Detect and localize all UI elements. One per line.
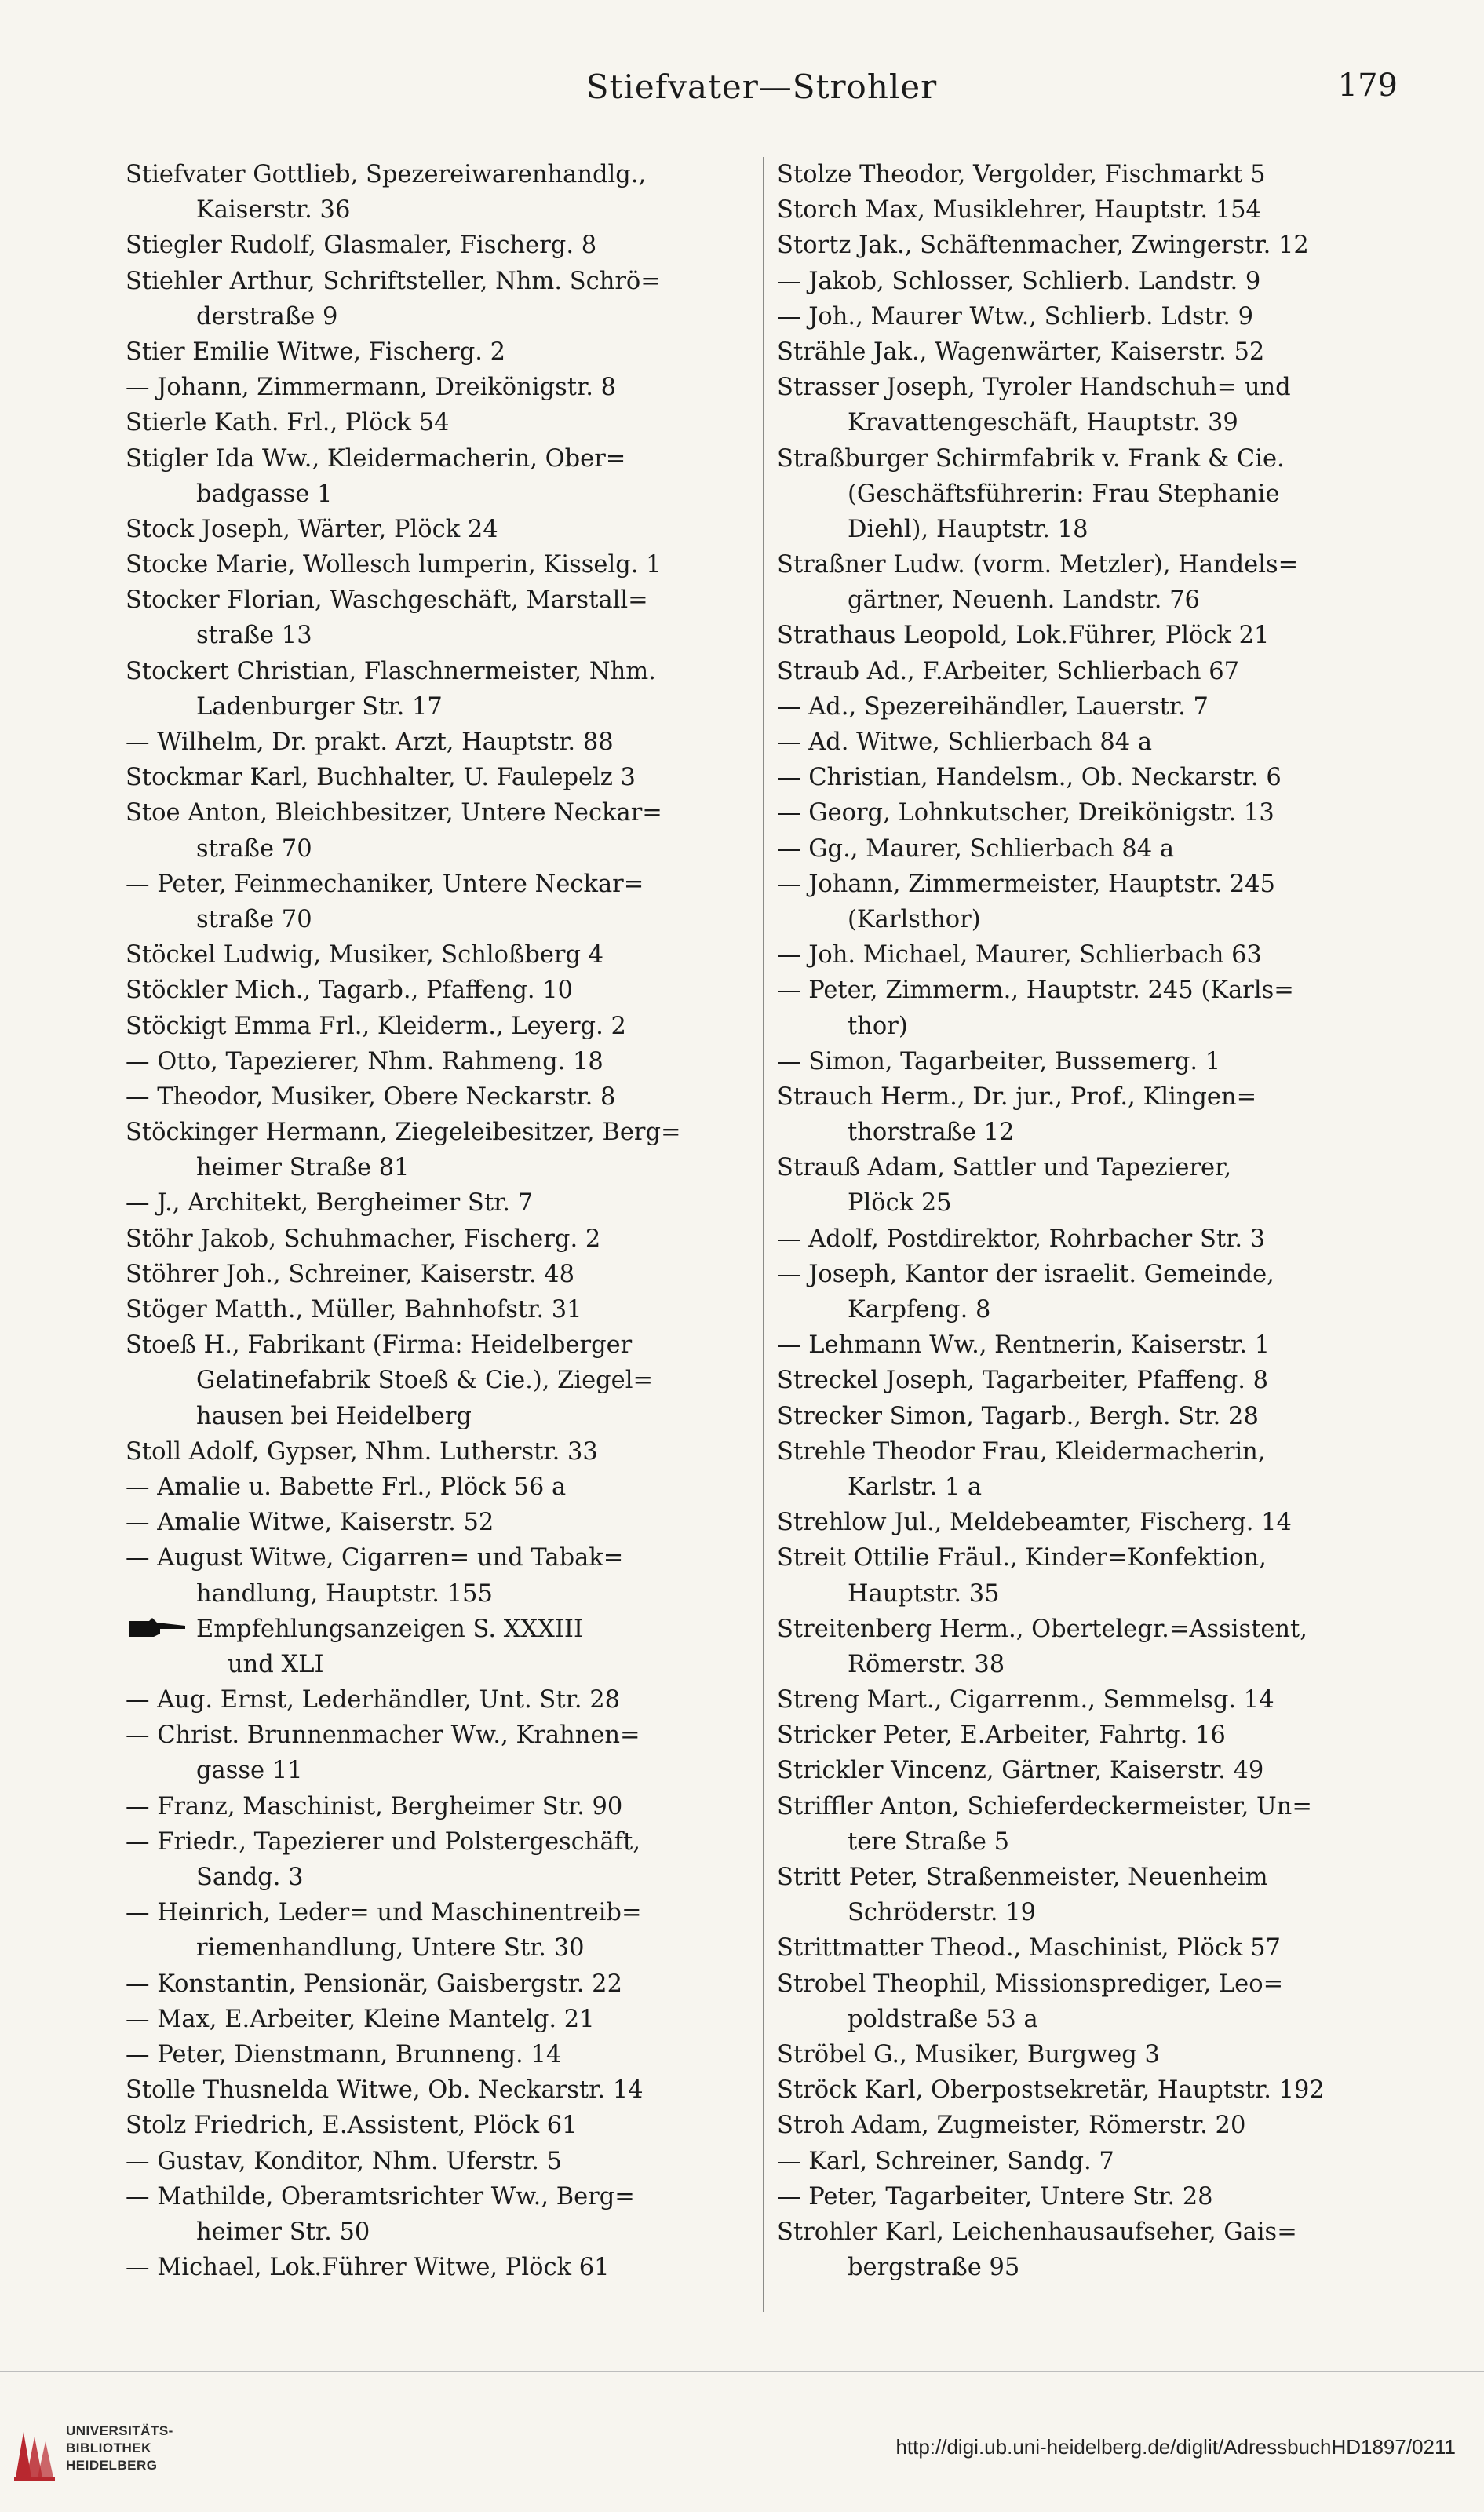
directory-entry-line xyxy=(126,1753,746,1788)
entry-text: gasse 11 xyxy=(196,1757,303,1785)
entry-text: Gelatinefabrik Stoeß & Cie.), Ziegel= xyxy=(196,1367,654,1395)
directory-entry-line xyxy=(777,654,1405,689)
directory-entry-line xyxy=(126,1966,746,2002)
directory-entry-line xyxy=(126,2072,746,2108)
directory-entry-line xyxy=(126,1150,746,1185)
directory-entry-line xyxy=(126,1930,746,1966)
directory-entry-line xyxy=(777,334,1405,370)
directory-entry-line xyxy=(126,441,746,476)
entry-text: Strehle Theodor Frau, Kleidermacherin, xyxy=(777,1437,1266,1466)
entry-text: — Michael, Lok.Führer Witwe, Plöck 61 xyxy=(126,2254,610,2282)
entry-text: — Ad., Spezereihändler, Lauerstr. 7 xyxy=(777,692,1209,721)
entry-text: riemenhandlung, Untere Str. 30 xyxy=(196,1934,585,1962)
directory-entry-line xyxy=(777,476,1405,512)
entry-text: — Mathilde, Oberamtsrichter Ww., Berg= xyxy=(126,2182,635,2211)
directory-entry-line xyxy=(777,1185,1405,1221)
directory-entry-line xyxy=(126,1399,746,1434)
directory-entry-line xyxy=(126,2179,746,2214)
directory-entry-line xyxy=(777,157,1405,192)
entry-text: gärtner, Neuenh. Landstr. 76 xyxy=(848,586,1200,615)
entry-text: Strehlow Jul., Meldebeamter, Fischerg. 14 xyxy=(777,1509,1292,1537)
entry-text: Stroh Adam, Zugmeister, Römerstr. 20 xyxy=(777,2112,1246,2140)
entry-text: und XLI xyxy=(228,1650,324,1678)
directory-entry-line xyxy=(777,1221,1405,1257)
entry-text: Streitenberg Herm., Obertelegr.=Assistent, xyxy=(777,1615,1308,1643)
directory-entry-line xyxy=(126,725,746,760)
entry-text: Stricker Peter, E.Arbeiter, Fahrtg. 16 xyxy=(777,1722,1226,1750)
entry-text: Stöger Matth., Müller, Bahnhofstr. 31 xyxy=(126,1296,582,1324)
directory-entry-line xyxy=(126,2108,746,2143)
directory-entry-line xyxy=(126,299,746,334)
directory-entry-line xyxy=(126,1009,746,1044)
entry-text: — Simon, Tagarbeiter, Bussemerg. 1 xyxy=(777,1047,1221,1075)
directory-entry-line xyxy=(777,1470,1405,1505)
directory-entry-line xyxy=(777,1044,1405,1079)
entry-text: Stöckler Mich., Tagarb., Pfaffeng. 10 xyxy=(126,977,574,1005)
directory-entry-line xyxy=(777,1895,1405,1930)
directory-entry-line xyxy=(777,228,1405,263)
entry-text: Hauptstr. 35 xyxy=(848,1579,1000,1608)
directory-entry-line xyxy=(126,2002,746,2037)
entry-text: — Joh. Michael, Maurer, Schlierbach 63 xyxy=(777,941,1262,969)
directory-entry-line xyxy=(777,192,1405,228)
entry-text: Stiehler Arthur, Schriftsteller, Nhm. Schrö= xyxy=(126,267,661,295)
directory-entry-line xyxy=(126,334,746,370)
entry-text: Stigler Ida Ww., Kleidermacherin, Ober= xyxy=(126,444,626,473)
page-number: 179 xyxy=(1337,68,1398,104)
directory-entry-line xyxy=(777,1966,1405,2002)
directory-entry-line xyxy=(777,1079,1405,1115)
running-title: Stiefvater—Strohler xyxy=(585,68,938,106)
entry-text: — Gustav, Konditor, Nhm. Uferstr. 5 xyxy=(126,2147,562,2175)
entry-text: Streckel Joseph, Tagarbeiter, Pfaffeng. 8 xyxy=(777,1367,1269,1395)
directory-entry-line xyxy=(126,264,746,299)
directory-entry-line xyxy=(777,2250,1405,2285)
directory-entry-line xyxy=(126,1257,746,1292)
directory-entry-line xyxy=(777,1930,1405,1966)
entry-text: Stiegler Rudolf, Glasmaler, Fischerg. 8 xyxy=(126,232,597,260)
entry-text: — Joh., Maurer Wtw., Schlierb. Ldstr. 9 xyxy=(777,302,1254,330)
pointing-hand-icon xyxy=(126,1616,188,1640)
entry-text: Diehl), Hauptstr. 18 xyxy=(848,515,1088,543)
entry-text: Stoll Adolf, Gypser, Nhm. Lutherstr. 33 xyxy=(126,1437,598,1466)
directory-entry-line xyxy=(126,1434,746,1470)
directory-entry-line xyxy=(126,476,746,512)
entry-text: Stolle Thusnelda Witwe, Ob. Neckarstr. 14 xyxy=(126,2076,644,2105)
entry-text: Stöckinger Hermann, Ziegeleibesitzer, Berg= xyxy=(126,1119,681,1147)
entry-text: — Otto, Tapezierer, Nhm. Rahmeng. 18 xyxy=(126,1047,603,1075)
directory-entry-line xyxy=(777,1576,1405,1612)
entry-text: Stöhr Jakob, Schuhmacher, Fischerg. 2 xyxy=(126,1225,601,1253)
entry-text: — Ad. Witwe, Schlierbach 84 a xyxy=(777,728,1153,756)
directory-entry-line xyxy=(126,1470,746,1505)
entry-text: Strasser Joseph, Tyroler Handschuh= und xyxy=(777,374,1291,402)
entry-text: — Jakob, Schlosser, Schlierb. Landstr. 9 xyxy=(777,267,1261,295)
entry-text: Strähle Jak., Wagenwärter, Kaiserstr. 52 xyxy=(777,338,1265,366)
entry-text: Stiefvater Gottlieb, Spezereiwarenhandlg., xyxy=(126,161,647,188)
directory-entry-line xyxy=(777,1363,1405,1398)
entry-text: — J., Architekt, Bergheimer Str. 7 xyxy=(126,1189,534,1218)
entry-text: — Amalie u. Babette Frl., Plöck 56 a xyxy=(126,1473,567,1501)
column-divider xyxy=(763,157,764,2312)
directory-entry-line xyxy=(126,1789,746,1824)
directory-entry-line xyxy=(777,1860,1405,1895)
directory-entry-line xyxy=(777,299,1405,334)
entry-text: tere Straße 5 xyxy=(848,1827,1010,1856)
directory-entry-line xyxy=(126,831,746,867)
directory-entry-line xyxy=(777,1718,1405,1753)
entry-text: Stoe Anton, Bleichbesitzer, Untere Neckar= xyxy=(126,799,662,827)
entry-text: — Aug. Ernst, Lederhändler, Unt. Str. 28 xyxy=(126,1686,621,1714)
directory-entry-line xyxy=(777,937,1405,973)
directory-entry-line xyxy=(777,547,1405,582)
entry-text: — Peter, Feinmechaniker, Untere Neckar= xyxy=(126,870,644,898)
directory-entry-line xyxy=(777,2037,1405,2072)
directory-entry-line xyxy=(777,973,1405,1008)
entry-text: — Peter, Zimmerm., Hauptstr. 245 (Karls= xyxy=(777,977,1294,1005)
logo-text xyxy=(66,2423,173,2474)
directory-entry-line xyxy=(126,1079,746,1115)
directory-entry-line xyxy=(777,2072,1405,2108)
entry-text: — Amalie Witwe, Kaiserstr. 52 xyxy=(126,1509,494,1537)
directory-entry-line xyxy=(777,831,1405,867)
directory-entry-line xyxy=(777,1327,1405,1363)
directory-entry-line xyxy=(777,1257,1405,1292)
entry-text: Ladenburger Str. 17 xyxy=(196,692,443,721)
entry-text: thorstraße 12 xyxy=(848,1119,1015,1147)
footer-rule xyxy=(0,2371,1484,2372)
entry-text: — Christian, Handelsm., Ob. Neckarstr. 6 xyxy=(777,764,1282,792)
entry-text: Streit Ottilie Fräul., Kinder=Konfektion, xyxy=(777,1544,1267,1572)
directory-entry-line xyxy=(126,1044,746,1079)
entry-text: — Friedr., Tapezierer und Polstergeschäft, xyxy=(126,1827,640,1856)
directory-entry-line xyxy=(777,2179,1405,2214)
directory-entry-line xyxy=(777,1399,1405,1434)
entry-text: Straßburger Schirmfabrik v. Frank & Cie. xyxy=(777,444,1285,473)
entry-text: Strauß Adam, Sattler und Tapezierer, xyxy=(777,1154,1232,1182)
directory-entry-line xyxy=(126,157,746,192)
entry-text: heimer Str. 50 xyxy=(196,2218,370,2246)
entry-text: — Johann, Zimmermann, Dreikönigstr. 8 xyxy=(126,374,617,402)
entry-text: Strohler Karl, Leichenhausaufseher, Gais= xyxy=(777,2218,1297,2246)
entry-text: Straßner Ludw. (vorm. Metzler), Handels= xyxy=(777,551,1299,579)
directory-entry-line xyxy=(126,547,746,582)
entry-text: Ströck Karl, Oberpostsekretär, Hauptstr. 192 xyxy=(777,2076,1325,2105)
directory-entry-line xyxy=(126,1576,746,1612)
directory-entry-line xyxy=(777,867,1405,902)
entry-text: — Theodor, Musiker, Obere Neckarstr. 8 xyxy=(126,1083,616,1111)
entry-text: Straub Ad., F.Arbeiter, Schlierbach 67 xyxy=(777,657,1240,685)
entry-text: — Peter, Tagarbeiter, Untere Str. 28 xyxy=(777,2182,1213,2211)
directory-entry-line xyxy=(777,405,1405,440)
entry-text: straße 70 xyxy=(196,905,312,933)
library-logo xyxy=(11,2418,191,2496)
entry-text: (Geschäftsführerin: Frau Stephanie xyxy=(848,480,1280,508)
directory-entry-line xyxy=(777,441,1405,476)
source-url-link[interactable]: http://digi.ub.uni-heidelberg.de/diglit/AdressbuchHD1897/0211 xyxy=(895,2435,1456,2459)
entry-text: Stöhrer Joh., Schreiner, Kaiserstr. 48 xyxy=(126,1260,575,1288)
logo-line: HEIDELBERG xyxy=(66,2458,158,2473)
directory-entry-line xyxy=(777,1789,1405,1824)
entry-text: Strickler Vincenz, Gärtner, Kaiserstr. 49 xyxy=(777,1757,1264,1785)
directory-entry-line xyxy=(126,1612,746,1647)
entry-text: — Adolf, Postdirektor, Rohrbacher Str. 3 xyxy=(777,1225,1266,1253)
entry-text: — Wilhelm, Dr. prakt. Arzt, Hauptstr. 88 xyxy=(126,728,614,756)
entry-text: — Max, E.Arbeiter, Kleine Mantelg. 21 xyxy=(126,2005,595,2033)
entry-text: poldstraße 53 a xyxy=(848,2005,1038,2033)
entry-text: straße 13 xyxy=(196,622,312,650)
entry-text: Karlstr. 1 a xyxy=(848,1473,983,1501)
directory-entry-line xyxy=(126,370,746,405)
directory-entry-line xyxy=(126,2144,746,2179)
entry-text: Stoeß H., Fabrikant (Firma: Heidelberger xyxy=(126,1331,633,1360)
entry-text: Storch Max, Musiklehrer, Hauptstr. 154 xyxy=(777,196,1261,225)
directory-entry-line xyxy=(777,902,1405,937)
entry-text: hausen bei Heidelberg xyxy=(196,1402,472,1430)
entry-text: Strathaus Leopold, Lok.Führer, Plöck 21 xyxy=(777,622,1270,650)
directory-entry-line xyxy=(126,1115,746,1150)
directory-entry-line xyxy=(126,1718,746,1753)
directory-entry-line xyxy=(126,1221,746,1257)
directory-entry-line xyxy=(126,1540,746,1575)
entry-text: — Konstantin, Pensionär, Gaisbergstr. 22 xyxy=(126,1970,622,1998)
entry-text: (Karlsthor) xyxy=(848,905,981,933)
directory-entry-line xyxy=(126,902,746,937)
directory-entry-line xyxy=(126,1895,746,1930)
directory-entry-line xyxy=(777,370,1405,405)
entry-text: badgasse 1 xyxy=(196,480,333,508)
directory-entry-line xyxy=(777,264,1405,299)
directory-entry-line xyxy=(777,725,1405,760)
directory-entry-line xyxy=(777,2214,1405,2250)
directory-entry-line xyxy=(126,1327,746,1363)
directory-entry-line xyxy=(126,192,746,228)
directory-entry-line xyxy=(777,582,1405,618)
page-header xyxy=(126,68,1398,122)
entry-text: Stolz Friedrich, E.Assistent, Plöck 61 xyxy=(126,2112,578,2140)
entry-text: bergstraße 95 xyxy=(848,2254,1020,2282)
directory-entry-line xyxy=(777,795,1405,831)
directory-entry-line xyxy=(777,1612,1405,1647)
page-footer xyxy=(0,2371,1484,2512)
directory-entry-line xyxy=(777,1292,1405,1327)
entry-text: Stocke Marie, Wollesch lumperin, Kisselg. 1 xyxy=(126,551,662,579)
entry-text: heimer Straße 81 xyxy=(196,1154,410,1182)
logo-line: BIBLIOTHEK xyxy=(66,2441,151,2455)
entry-text: Stock Joseph, Wärter, Plöck 24 xyxy=(126,515,498,543)
right-column xyxy=(777,157,1405,2285)
entry-text: Strecker Simon, Tagarb., Bergh. Str. 28 xyxy=(777,1402,1259,1430)
directory-entry-line xyxy=(126,1292,746,1327)
entry-text: Stocker Florian, Waschgeschäft, Marstall= xyxy=(126,586,648,615)
entry-text: thor) xyxy=(848,1012,908,1040)
directory-entry-line xyxy=(777,2108,1405,2143)
directory-entry-line xyxy=(777,1753,1405,1788)
directory-entry-line xyxy=(777,760,1405,795)
directory-entry-line xyxy=(126,228,746,263)
directory-entry-line xyxy=(126,2250,746,2285)
directory-entry-line xyxy=(126,1824,746,1860)
directory-entry-line xyxy=(126,2214,746,2250)
directory-entry-line xyxy=(126,582,746,618)
directory-entry-line xyxy=(777,1009,1405,1044)
entry-text: Stöckel Ludwig, Musiker, Schloßberg 4 xyxy=(126,941,604,969)
entry-text: Stockmar Karl, Buchhalter, U. Faulepelz 3 xyxy=(126,764,636,792)
entry-text: Römerstr. 38 xyxy=(848,1650,1005,1678)
directory-entry-line xyxy=(777,1115,1405,1150)
directory-entry-line xyxy=(777,1647,1405,1682)
directory-entry-line xyxy=(126,654,746,689)
directory-entry-line xyxy=(777,512,1405,547)
directory-entry-line xyxy=(126,867,746,902)
directory-entry-line xyxy=(126,1682,746,1718)
entry-text: straße 70 xyxy=(196,834,312,863)
directory-entry-line xyxy=(126,1647,746,1682)
entry-text: handlung, Hauptstr. 155 xyxy=(196,1579,493,1608)
entry-text: derstraße 9 xyxy=(196,302,338,330)
directory-entry-line xyxy=(126,618,746,653)
entry-text: — Karl, Schreiner, Sandg. 7 xyxy=(777,2147,1114,2175)
entry-text: — Peter, Dienstmann, Brunneng. 14 xyxy=(126,2040,562,2068)
entry-text: Karpfeng. 8 xyxy=(848,1296,991,1324)
entry-text: Striffler Anton, Schieferdeckermeister, Un= xyxy=(777,1792,1312,1820)
left-column xyxy=(126,157,746,2285)
entry-text: Empfehlungsanzeigen S. XXXIII xyxy=(196,1615,584,1643)
entry-text: Streng Mart., Cigarrenm., Semmelsg. 14 xyxy=(777,1686,1274,1714)
entry-text: Stier Emilie Witwe, Fischerg. 2 xyxy=(126,338,506,366)
directory-entry-line xyxy=(777,2144,1405,2179)
directory-entry-line xyxy=(777,1682,1405,1718)
entry-text: — Johann, Zimmermeister, Hauptstr. 245 xyxy=(777,870,1275,898)
directory-entry-line xyxy=(777,1434,1405,1470)
directory-entry-line xyxy=(126,1185,746,1221)
entry-text: Kaiserstr. 36 xyxy=(196,196,351,225)
directory-entry-line xyxy=(126,1860,746,1895)
library-seal-icon xyxy=(11,2423,57,2485)
directory-entry-line xyxy=(126,973,746,1008)
entry-text: Plöck 25 xyxy=(848,1189,952,1218)
directory-entry-line xyxy=(126,512,746,547)
entry-text: — Joseph, Kantor der israelit. Gemeinde, xyxy=(777,1260,1274,1288)
directory-entry-line xyxy=(777,1505,1405,1540)
directory-entry-line xyxy=(777,618,1405,653)
directory-entry-line xyxy=(777,2002,1405,2037)
entry-text: Stolze Theodor, Vergolder, Fischmarkt 5 xyxy=(777,161,1266,188)
directory-entry-line xyxy=(777,1150,1405,1185)
directory-entry-line xyxy=(126,405,746,440)
entry-text: Strittmatter Theod., Maschinist, Plöck 57 xyxy=(777,1934,1281,1962)
directory-entry-line xyxy=(126,1363,746,1398)
entry-text: Ströbel G., Musiker, Burgweg 3 xyxy=(777,2040,1160,2068)
directory-entry-line xyxy=(126,760,746,795)
entry-text: — Georg, Lohnkutscher, Dreikönigstr. 13 xyxy=(777,799,1274,827)
entry-text: Kravattengeschäft, Hauptstr. 39 xyxy=(848,409,1238,437)
directory-entry-line xyxy=(126,795,746,831)
directory-entry-line xyxy=(126,2037,746,2072)
entry-text: — August Witwe, Cigarren= und Tabak= xyxy=(126,1544,624,1572)
directory-entry-line xyxy=(777,1540,1405,1575)
entry-text: — Heinrich, Leder= und Maschinentreib= xyxy=(126,1899,642,1927)
directory-entry-line xyxy=(777,1824,1405,1860)
entry-text: Strauch Herm., Dr. jur., Prof., Klingen= xyxy=(777,1083,1257,1111)
directory-entry-line xyxy=(126,1505,746,1540)
entry-text: — Gg., Maurer, Schlierbach 84 a xyxy=(777,834,1175,863)
entry-text: — Franz, Maschinist, Bergheimer Str. 90 xyxy=(126,1792,623,1820)
entry-text: Stritt Peter, Straßenmeister, Neuenheim xyxy=(777,1864,1268,1891)
entry-text: Schröderstr. 19 xyxy=(848,1899,1037,1927)
entry-text: Stockert Christian, Flaschnermeister, Nhm. xyxy=(126,657,656,685)
directory-entry-line xyxy=(126,689,746,725)
entry-text: Sandg. 3 xyxy=(196,1864,304,1891)
entry-text: Stierle Kath. Frl., Plöck 54 xyxy=(126,409,450,437)
entry-text: Stortz Jak., Schäftenmacher, Zwingerstr. 12 xyxy=(777,232,1309,260)
entry-text: — Lehmann Ww., Rentnerin, Kaiserstr. 1 xyxy=(777,1331,1271,1360)
entry-text: Stöckigt Emma Frl., Kleiderm., Leyerg. 2 xyxy=(126,1012,626,1040)
directory-entry-line xyxy=(126,937,746,973)
entry-text: Strobel Theophil, Missionsprediger, Leo= xyxy=(777,1970,1284,1998)
directory-entry-line xyxy=(777,689,1405,725)
logo-line: UNIVERSITÄTS- xyxy=(66,2423,173,2438)
entry-text: — Christ. Brunnenmacher Ww., Krahnen= xyxy=(126,1722,640,1750)
